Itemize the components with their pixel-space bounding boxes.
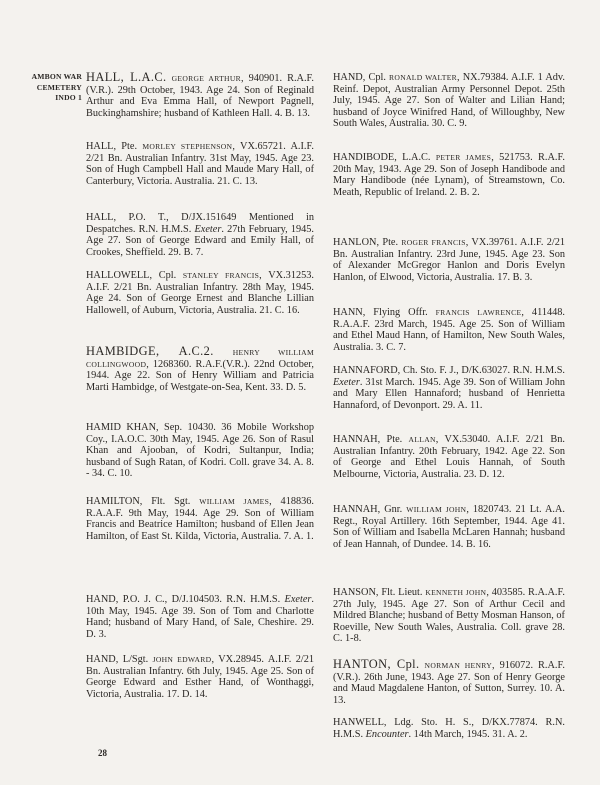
register-entry [86, 422, 314, 480]
entry-text: , VX.53040. A.I.F. 2/21 Bn. Australian Infantry. 20th February, 1942. Age 22. Son of George and Ethel Louis Hannah, of South Melbourne, Victoria, Australia. 23. D. 12. [333, 434, 565, 480]
register-entry [333, 717, 565, 740]
entry-lead: HALL, Pte. [86, 141, 138, 152]
entry-given-names: RONALD WALTER [389, 73, 457, 82]
entry-given-names: NORMAN HENRY [424, 661, 492, 670]
register-entry [86, 270, 314, 316]
entry-given-names: JOHN EDWARD [152, 655, 212, 664]
entry-lead: HAND, P.O. J. C., D/J.104503. R.N. H.M.S. [86, 594, 281, 605]
entry-lead: HANSON, Flt. Lieut. [333, 587, 423, 598]
entry-lead: HANN, Flying Offr. [333, 307, 428, 318]
entry-text: , VX.28945. A.I.F. 2/21 Bn. Australian Infantry. 6th July, 1945. Age 25. Son of George Edward and Esther Hand, of Wonthaggi, Victoria, Australia. 17. D. 14. [86, 654, 314, 700]
entry-given-names: WILLIAM JOHN [406, 505, 467, 514]
entry-lead: HALL, L.A.C. [86, 70, 167, 84]
entry-lead: HAMBIDGE, A.C.2. [86, 344, 214, 358]
entry-given-names: KENNETH JOHN [425, 588, 487, 597]
register-entry [86, 141, 314, 187]
register-entry [333, 307, 565, 353]
register-entry [333, 434, 565, 480]
entry-text: , NX.79384. A.I.F. 1 Adv. Reinf. Depot, Australian Army Personnel Depot. 25th July, 1945. Age 27. Son of Walter and Lilian Hand; husband of Joyce Winifred Hand, of Willoughby, New South Wales, Australia. 30. C. 9. [333, 72, 565, 130]
entry-given-names: STANLEY FRANCIS [182, 271, 260, 280]
register-entry [86, 212, 314, 258]
entry-text: , 521753. R.A.F. 20th May, 1943. Age 29. Son of Joseph Handibode and Mary Handibode (née Lynam), of Streamstown, Co. Meath, Republic of Ireland. 2. B. 2. [333, 152, 565, 198]
entry-lead: HANWELL, Ldg. Sto. H. S., D/KX.77874. R.N. H.M.S. [333, 717, 565, 740]
register-entry [86, 72, 314, 119]
register-entry [333, 365, 565, 411]
register-entry [333, 72, 565, 130]
entry-text: , 403585. R.A.A.F. 27th July, 1945. Age 27. Son of Arthur Cecil and Mildred Blanche; husband of Betty Mosman Hanson, of Roeville, New South Wales, Australia. Coll. grave 28. C. 1-8. [333, 587, 565, 645]
register-entry [86, 496, 314, 542]
entry-lead: HAMILTON, Flt. Sgt. [86, 496, 191, 507]
entry-text: . 31st March. 1945. Age 39. Son of William John and Mary Ellen Hannaford; husband of Henrietta Hannaford, of Devonport. 29. A. 11. [333, 376, 565, 411]
register-entry [86, 346, 314, 393]
entry-lead: HANNAH, Pte. [333, 434, 403, 445]
register-entry [333, 504, 565, 550]
entry-text: , 411448. R.A.A.F. 23rd March, 1945. Age 25. Son of William and Ethel Maud Hann, of Hamilton, New South Wales, Australia. 3. C. 7. [333, 307, 566, 353]
register-entry [333, 587, 565, 645]
entry-lead: HANDIBODE, L.A.C. [333, 152, 431, 163]
entry-lead: HAND, L/Sgt. [86, 654, 149, 665]
entry-given-names: MORLEY STEPHENSON [142, 142, 233, 151]
entry-given-names: ROGER FRANCIS [401, 238, 466, 247]
entry-given-names: ALLAN [408, 435, 436, 444]
entry-text: , VX.65721. A.I.F. 2/21 Bn. Australian Infantry. 31st May, 1945. Age 23. Son of Hugh Campbell Hall and Maude Mary Hall, of Canterbury, Victoria. Australia. 21. C. 13. [86, 141, 314, 187]
entry-ship-name: Exeter [194, 223, 222, 235]
entry-given-names: PETER JAMES [435, 153, 492, 162]
entry-lead: HANTON, Cpl. [333, 657, 420, 671]
cemetery-label [6, 72, 82, 104]
entry-lead: HAMID KHAN, Sep. 10430. 36 Mobile Workshop Coy., I.A.O.C. 30th May, 1945. Age 26. Son of Rasul Khan and Ajooban, of Kodri, Sultanpur, India; husband of Sugh Ratan, of Kodri. Coll. grave 34. A. 8. - 34. C. 10. [86, 422, 314, 480]
cemetery-label-line2: CEMETERY [36, 82, 82, 92]
entry-text: , 1820743. 21 Lt. A.A. Regt., Royal Artillery. 16th September, 1944. Age 41. Son of William and Isabella McLaren Hannah; husband of Jean Hannah, of Dundee. 14. B. 16. [333, 504, 565, 550]
entry-lead: HANNAFORD, Ch. Sto. F. J., D/K.63027. R.N. H.M.S. [333, 365, 565, 376]
entry-text: , 418836. R.A.A.F. 9th May, 1944. Age 29. Son of William Francis and Beatrice Hamilton; husband of Ellen Jean Hamilton, of East St. Kilda, Victoria, Australia. 7. A. 1. [86, 496, 315, 542]
cemetery-label-line1: AMBON WAR [31, 72, 82, 81]
cemetery-label-line3: INDO 1 [55, 93, 82, 102]
entry-lead: HALL, P.O. T., D/JX.151649 Mentioned in Despatches. R.N. H.M.S. [86, 212, 314, 235]
entry-given-names: WILLIAM JAMES [199, 497, 270, 506]
entry-text: , VX.31253. A.I.F. 2/21 Bn. Australian Infantry. 28th May, 1945. Age 24. Son of George Ernest and Blanche Lillian Hallowell, of Auburn, Victoria, Australia. 21. C. 16. [86, 270, 314, 316]
register-entry [86, 594, 314, 640]
entry-ship-name: Encounter [365, 728, 409, 740]
entry-given-names: FRANCIS LAWRENCE [435, 308, 522, 317]
entry-text: . 27th February, 1945. Age 27. Son of George Edward and Emily Hall, of Crookes, Sheffield. 29. B. 7. [86, 223, 314, 258]
entry-ship-name: Exeter [284, 594, 312, 605]
entry-lead: HAND, Cpl. [333, 72, 386, 83]
entry-ship-name: Exeter [333, 376, 360, 388]
entry-text: , VX.39761. A.I.F. 2/21 Bn. Australian Infantry. 23rd June, 1945. Age 23. Son of Alexander McGregor Hanlon and Doris Evelyn Hanlon, of Elwood, Victoria, Australia. 17. B. 3. [333, 237, 566, 283]
entry-text: . 10th May, 1945. Age 39. Son of Tom and Charlotte Hand; husband of Mary Hand, of Sale, Cheshire. 29. D. 3. [86, 594, 314, 640]
entry-text: , 940901. R.A.F.(V.R.). 29th October, 1943. Age 24. Son of Reginald Arthur and Eva Emma Hall, of Newport Pagnell, Buckinghamshire; husband of Kathleen Hall. 4. B. 13. [86, 73, 315, 119]
entry-text: , 1268360. R.A.F.(V.R.). 22nd October, 1944. Age 22. Son of Henry William and Patricia Marti Hambidge, of Westgate-on-Sea, Kent. 33. D. 5. [86, 358, 314, 393]
entry-text: , 916072. R.A.F.(V.R.). 26th June, 1943. Age 27. Son of Henry George and Maud Magdalene Hanton, of Sutton, Surrey. 10. A. 13. [333, 660, 565, 706]
entry-lead: HALLOWELL, Cpl. [86, 270, 177, 281]
entry-lead: HANNAH, Gnr. [333, 504, 403, 515]
register-entry [86, 654, 314, 700]
entry-given-names: HENRY WILLIAM COLLINGWOOD [86, 348, 314, 369]
register-entry [333, 152, 565, 198]
entry-given-names: GEORGE ARTHUR [171, 74, 241, 83]
register-entry [333, 659, 565, 706]
entry-text: . 14th March, 1945. 31. A. 2. [408, 728, 528, 740]
entry-lead: HANLON, Pte. [333, 237, 399, 248]
page-number: 28 [98, 748, 107, 758]
register-entry [333, 237, 565, 283]
